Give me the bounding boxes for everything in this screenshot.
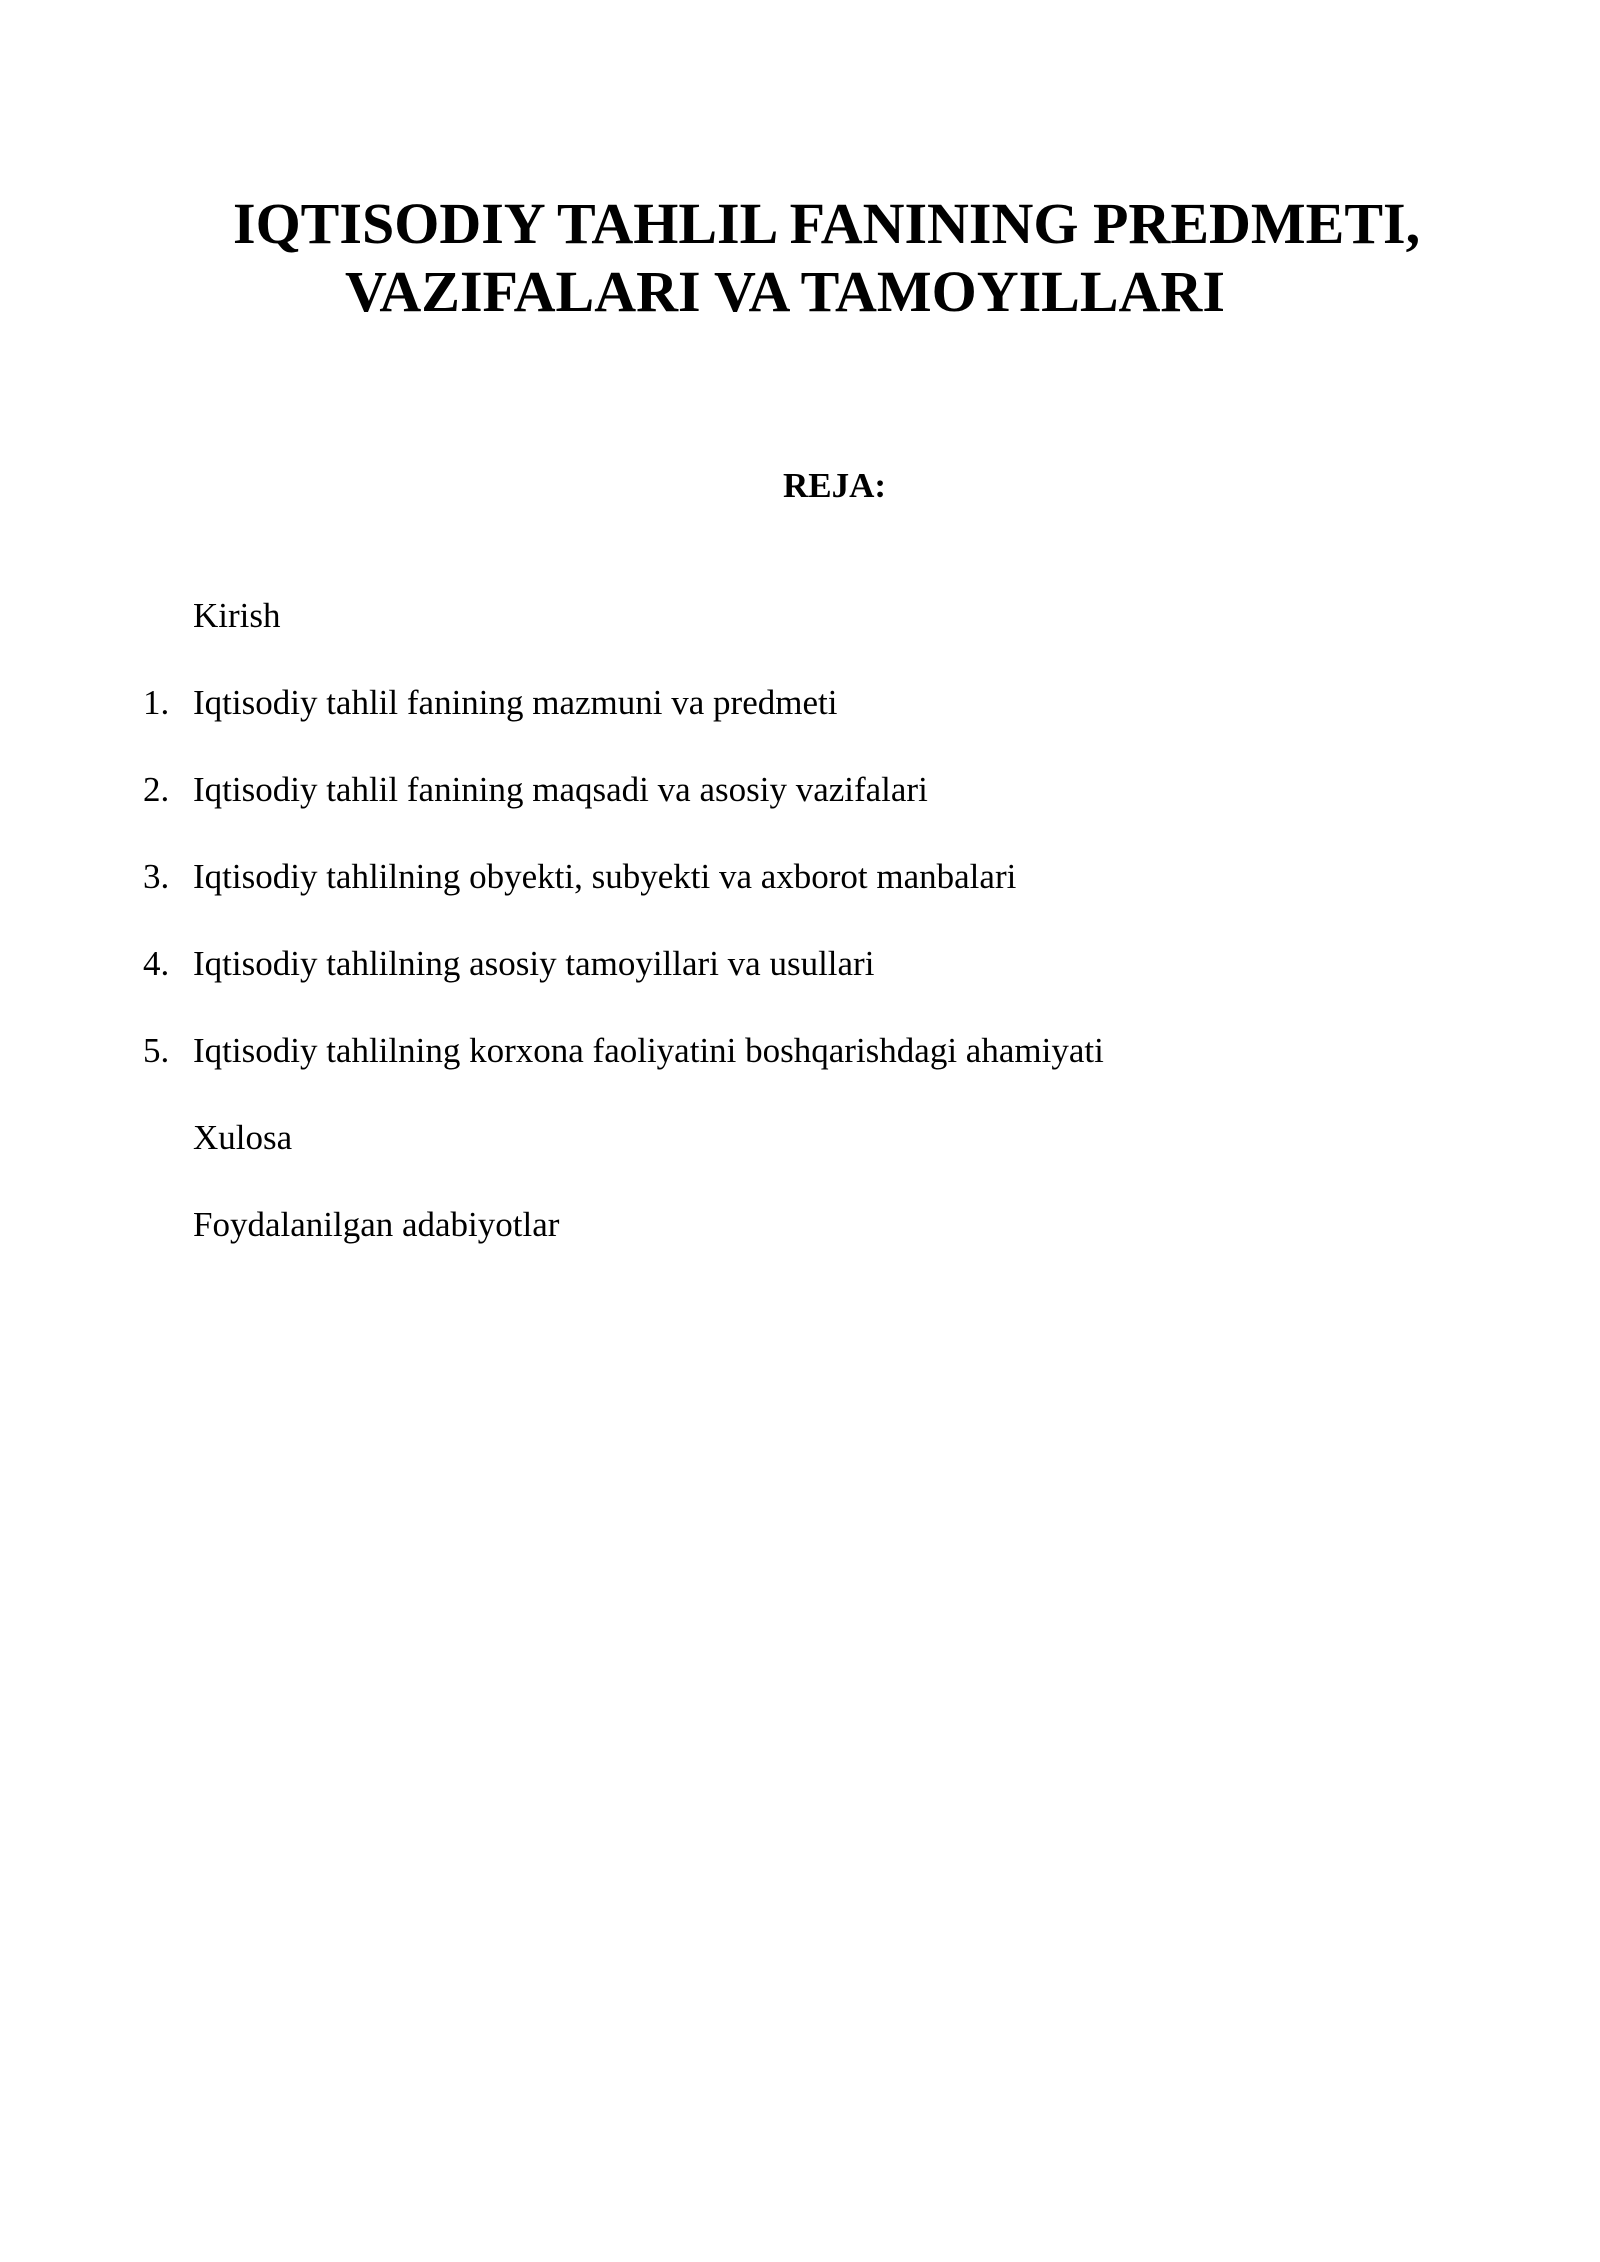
plan-list xyxy=(0,595,1600,1291)
plan-item-text: Foydalanilgan adabiyotlar xyxy=(193,1205,560,1244)
plan-item-text: Xulosa xyxy=(193,1118,293,1157)
document-title xyxy=(0,190,1600,326)
plan-item-number: 3. xyxy=(143,857,170,896)
plan-item-1 xyxy=(0,682,1600,769)
plan-item-number: 2. xyxy=(143,770,170,809)
plan-item-number: 4. xyxy=(143,944,170,983)
title-line-2: VAZIFALARI VA TAMOYILLARI xyxy=(345,259,1225,324)
plan-item-intro xyxy=(0,595,1600,682)
plan-item-text: Iqtisodiy tahlilning obyekti, subyekti va axborot manbalari xyxy=(193,857,1017,896)
title-line-1: IQTISODIY TAHLIL FANINING PREDMETI, xyxy=(233,191,1421,256)
plan-item-text: Kirish xyxy=(193,596,281,635)
plan-item-text: Iqtisodiy tahlilning asosiy tamoyillari va usullari xyxy=(193,944,875,983)
plan-item-number: 1. xyxy=(143,683,170,722)
plan-item-text: Iqtisodiy tahlil fanining mazmuni va predmeti xyxy=(193,683,838,722)
plan-item-2 xyxy=(0,769,1600,856)
plan-item-text: Iqtisodiy tahlilning korxona faoliyatini boshqarishdagi ahamiyati xyxy=(193,1031,1104,1070)
plan-item-text: Iqtisodiy tahlil fanining maqsadi va asosiy vazifalari xyxy=(193,770,928,809)
plan-heading: REJA: xyxy=(783,466,887,505)
plan-item-conclusion xyxy=(0,1117,1600,1204)
plan-item-number: 5. xyxy=(143,1031,170,1070)
plan-item-5 xyxy=(0,1030,1600,1117)
plan-item-references xyxy=(0,1204,1600,1291)
plan-item-4 xyxy=(0,943,1600,1030)
plan-item-3 xyxy=(0,856,1600,943)
